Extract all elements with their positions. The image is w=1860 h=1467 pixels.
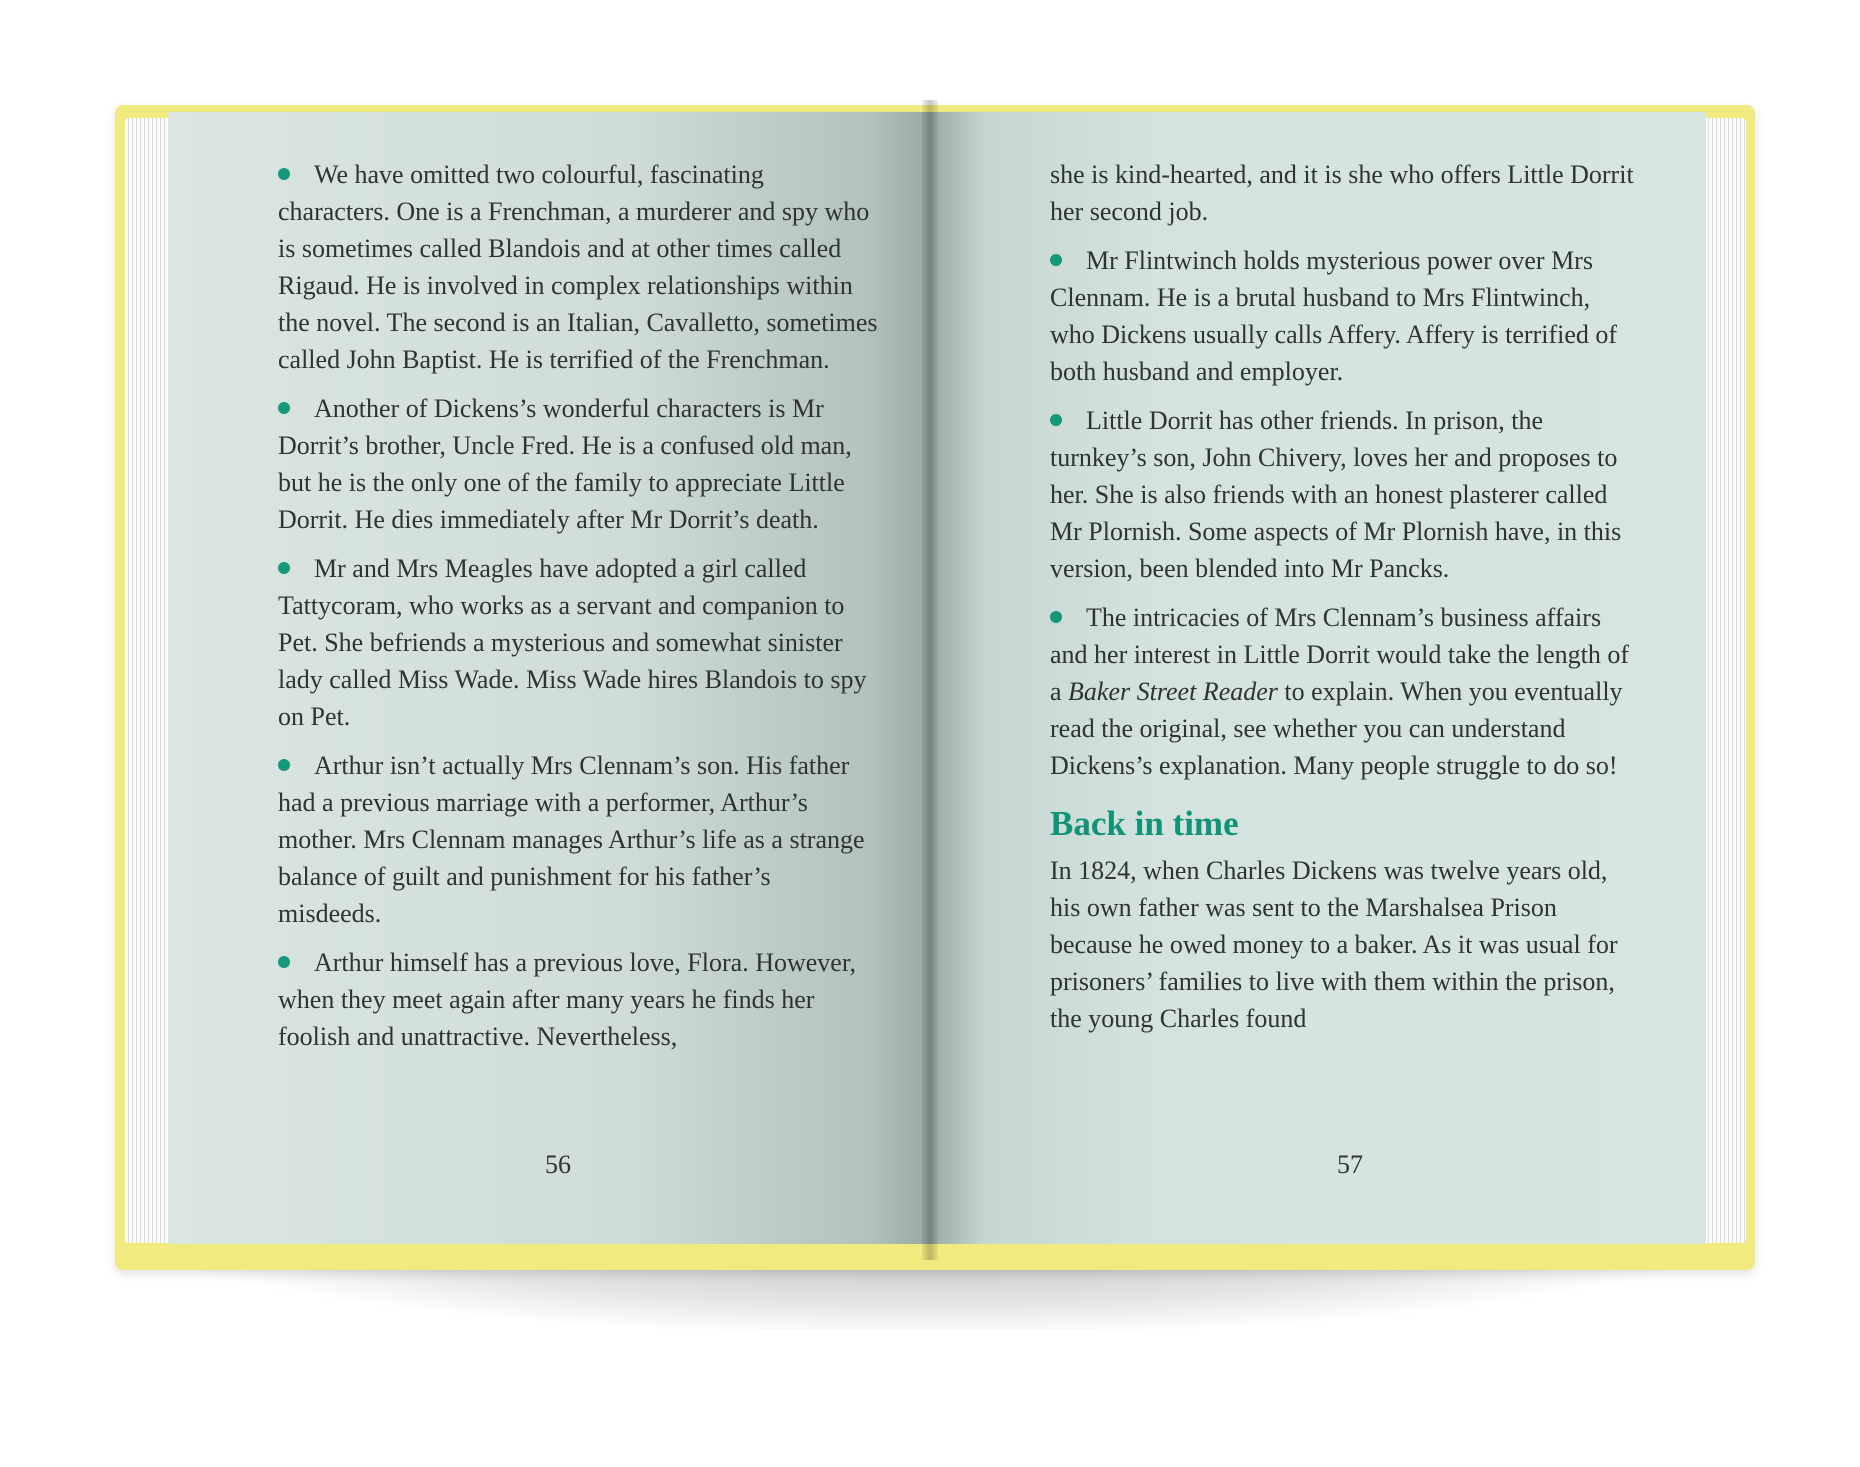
right-page-text [1050,156,1640,1049]
bullet-text-after: to explain. When you eventually read the original, see whether you can understand Dickens’s explanation. Many people struggle to do so! [1050,677,1623,780]
page-edges-right [1700,118,1746,1243]
bullet-icon [278,562,290,574]
bullet-icon [1050,611,1062,623]
continuation-text: she is kind-hearted, and it is she who offers Little Dorrit her second job. [1050,160,1634,226]
bullet-text: Arthur isn’t actually Mrs Clennam’s son. His father had a previous marriage with a performer, Arthur’s mother. Mrs Clennam manages Arthur’s life as a strange balance of guilt and punishment for his father’s misdeeds. [278,751,865,928]
bullet-icon [1050,254,1062,266]
bullet-text: Mr Flintwinch holds mysterious power over Mrs Clennam. He is a brutal husband to Mrs Flintwinch, who Dickens usually calls Affery. Affery is terrified of both husband and employer. [1050,246,1618,386]
book-title-italic: Baker Street Reader [1068,677,1278,706]
bullet-icon [278,402,290,414]
page-number-left: 56 [545,1150,571,1179]
bullet-item [1050,402,1640,587]
bullet-text: We have omitted two colourful, fascinating characters. One is a Frenchman, a murderer and spy who is sometimes called Blandois and at other times called Rigaud. He is involved in complex relationships within the novel. The second is an Italian, Cavalletto, sometimes called John Baptist. He is terrified of the Frenchman. [278,160,878,374]
right-page [930,112,1706,1244]
bullet-item [278,156,878,378]
left-page [168,112,930,1244]
bullet-item [1050,242,1640,390]
bullet-text: Arthur himself has a previous love, Flora. However, when they meet again after many years he finds her foolish and unattractive. Nevertheless, [278,948,856,1051]
bullet-item [278,747,878,932]
left-page-text [278,156,878,1067]
page-number-right: 57 [1337,1150,1363,1179]
section-heading: Back in time [1050,804,1239,843]
bullet-item [278,944,878,1055]
bullet-icon [278,956,290,968]
bullet-icon [278,759,290,771]
bullet-text: Mr and Mrs Meagles have adopted a girl called Tattycoram, who works as a servant and companion to Pet. She befriends a mysterious and somewhat sinister lady called Miss Wade. Miss Wade hires Blandois to spy on Pet. [278,554,867,731]
bullet-item [278,550,878,735]
bullet-item [1050,599,1640,784]
bullet-icon [1050,414,1062,426]
bullet-text-before: The intricacies of Mrs Clennam’s business affairs and her interest in Little Dorrit would take the length of a [1050,603,1630,706]
bullet-item [278,390,878,538]
book-spine [922,100,938,1260]
bullet-icon [278,168,290,180]
bullet-text: Another of Dickens’s wonderful characters is Mr Dorrit’s brother, Uncle Fred. He is a confused old man, but he is the only one of the family to appreciate Little Dorrit. He dies immediately after Mr Dorrit’s death. [278,394,852,534]
bullet-text: Little Dorrit has other friends. In prison, the turnkey’s son, John Chivery, loves her and proposes to her. She is also friends with an honest plasterer called Mr Plornish. Some aspects of Mr Plornish have, in this version, been blended into Mr Pancks. [1050,406,1622,583]
body-paragraph: In 1824, when Charles Dickens was twelve years old, his own father was sent to the Marshalsea Prison because he owed money to a baker. As it was usual for prisoners’ families to live with them within the prison, the young Charles found [1050,856,1618,1033]
